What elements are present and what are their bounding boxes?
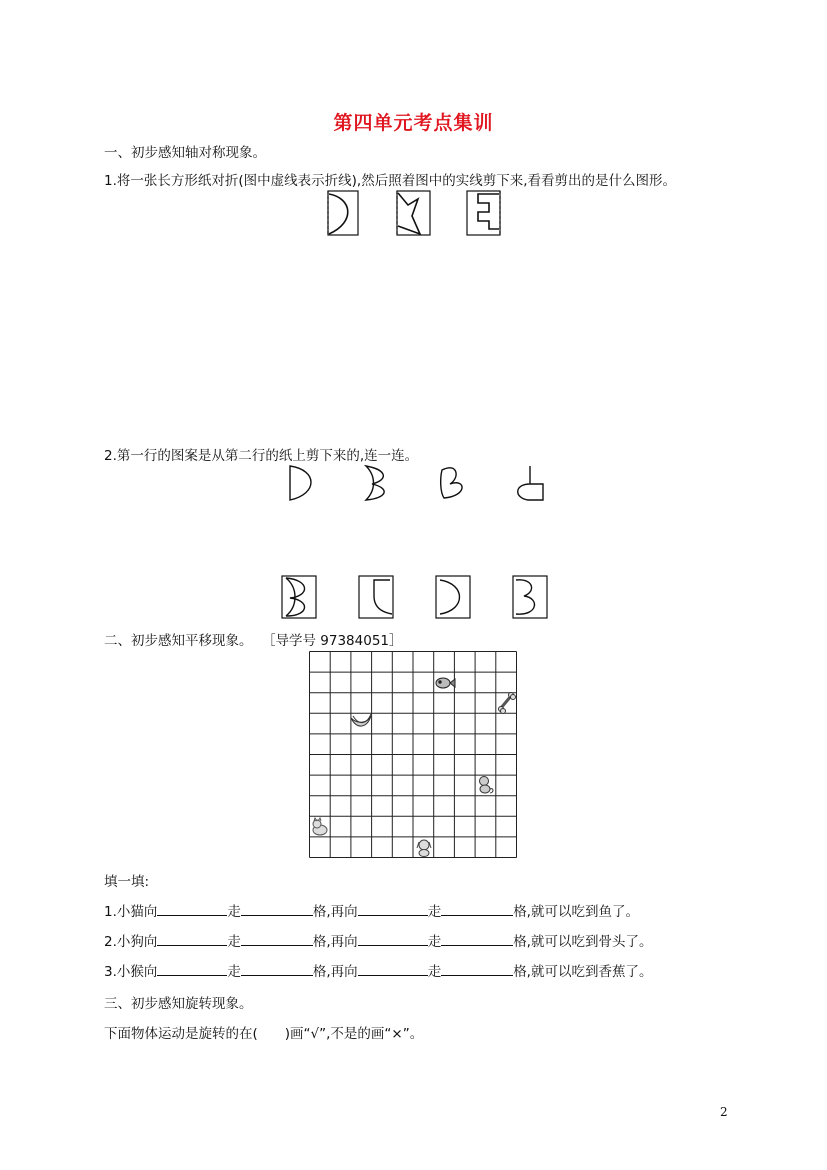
row-walk: 走	[227, 964, 241, 980]
row-prefix: 3.小猴向	[104, 964, 158, 980]
row-walk: 走	[427, 904, 442, 920]
answer-blank[interactable]	[241, 961, 313, 976]
row-walk: 走	[427, 934, 442, 950]
answer-blank[interactable]	[358, 961, 428, 976]
fill-row-1	[104, 900, 639, 920]
row-suffix: 格,就可以吃到香蕉了。	[513, 964, 653, 980]
answer-blank[interactable]	[157, 931, 227, 946]
answer-blank[interactable]	[157, 961, 227, 976]
fish-icon	[436, 678, 455, 688]
fill-in-label: 填一填:	[104, 874, 150, 890]
row-suffix: 格,就可以吃到骨头了。	[513, 934, 653, 950]
section-1-heading: 一、初步感知轴对称现象。	[104, 145, 266, 161]
answer-blank[interactable]	[241, 901, 313, 916]
answer-blank[interactable]	[358, 901, 428, 916]
question-2-text: 2.第一行的图案是从第二行的纸上剪下来的,连一连。	[104, 448, 419, 464]
answer-blank[interactable]	[157, 901, 227, 916]
answer-blank[interactable]	[441, 931, 513, 946]
reference-number: ［导学号 97384051］	[262, 633, 403, 649]
question-1-text: 1.将一张长方形纸对折(图中虚线表示折线),然后照着图中的实线剪下来,看看剪出的是什么图形。	[104, 173, 676, 189]
row-prefix: 1.小猫向	[104, 904, 158, 920]
row-prefix: 2.小狗向	[104, 934, 158, 950]
section-3-instruction: 下面物体运动是旋转的在( )画“√”,不是的画“×”。	[104, 1026, 424, 1042]
row-walk: 走	[227, 934, 241, 950]
page-number: 2	[720, 1105, 728, 1119]
row-cells: 格,再向	[312, 964, 358, 980]
answer-blank[interactable]	[441, 901, 513, 916]
fill-row-3	[104, 960, 652, 980]
row-walk: 走	[227, 904, 241, 920]
answer-blank[interactable]	[241, 931, 313, 946]
bone-icon	[499, 693, 516, 714]
row-walk: 走	[427, 964, 442, 980]
answer-blank[interactable]	[441, 961, 513, 976]
row-suffix: 格,就可以吃到鱼了。	[513, 904, 639, 920]
banana-icon	[351, 714, 371, 726]
fill-row-2	[104, 930, 652, 950]
row-cells: 格,再向	[312, 934, 358, 950]
page-title: 第四单元考点集训	[333, 112, 494, 134]
row-cells: 格,再向	[312, 904, 358, 920]
answer-blank[interactable]	[358, 931, 428, 946]
section-2-heading: 二、初步感知平移现象。	[104, 633, 253, 649]
section-3-heading: 三、初步感知旋转现象。	[104, 996, 253, 1012]
dog-icon	[417, 840, 431, 857]
cat-icon	[313, 818, 327, 835]
monkey-icon	[480, 777, 494, 794]
